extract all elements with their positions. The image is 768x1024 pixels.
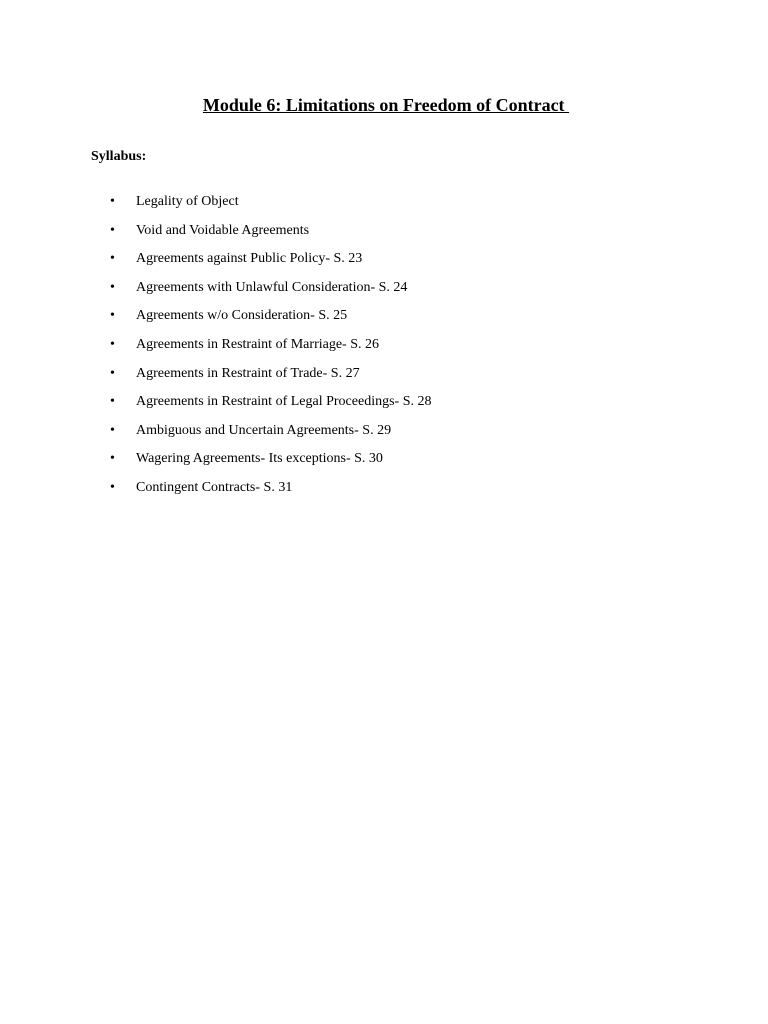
bullet-icon: •	[110, 365, 115, 381]
list-item-text: Void and Voidable Agreements	[136, 222, 310, 238]
list-item-text: Legality of Object	[136, 194, 239, 209]
list-item-text: Agreements in Restraint of Trade- S. 27	[136, 365, 360, 381]
bullet-icon: •	[110, 308, 115, 324]
list-item-text: Agreements with Unlawful Consideration- S. 24	[136, 279, 408, 295]
bullet-icon: •	[110, 451, 115, 467]
bullet-icon: •	[110, 279, 115, 295]
list-item-text: Agreements in Restraint of Legal Proceedings- S. 28	[136, 394, 432, 410]
list-item-text: Contingent Contracts- S. 31	[136, 479, 293, 495]
list-item-text: Wagering Agreements- Its exceptions- S. 30	[136, 451, 383, 467]
bullet-icon: •	[110, 222, 115, 238]
bullet-icon: •	[110, 479, 115, 495]
bullet-icon: •	[110, 394, 115, 410]
list-item-text: Ambiguous and Uncertain Agreements- S. 29	[136, 422, 392, 438]
bullet-icon: •	[110, 336, 115, 352]
bullet-icon: •	[110, 251, 115, 267]
list-item-text: Agreements in Restraint of Marriage- S. 26	[136, 336, 379, 352]
bullet-icon: •	[110, 194, 115, 209]
list-item-text: Agreements w/o Consideration- S. 25	[136, 308, 348, 324]
bullet-icon: •	[110, 422, 115, 438]
syllabus-heading: Syllabus:	[91, 149, 147, 164]
list-item-text: Agreements against Public Policy- S. 23	[136, 251, 363, 267]
page-title: Module 6: Limitations on Freedom of Contract	[202, 95, 570, 115]
